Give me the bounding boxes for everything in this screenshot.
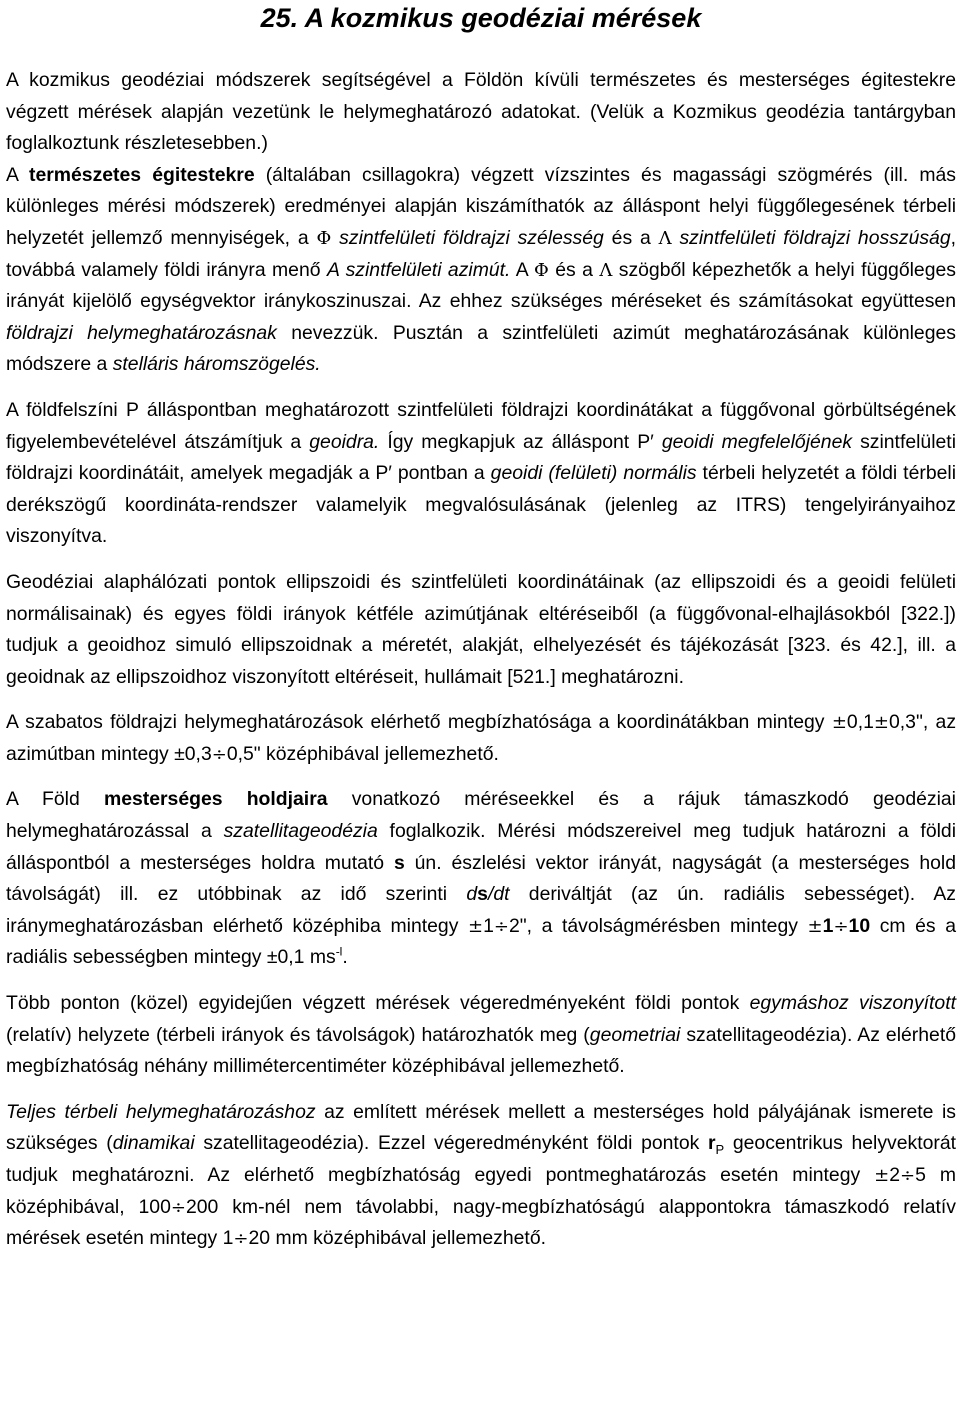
text-segment: Így megkapjuk az álláspont P′	[379, 430, 662, 453]
text-segment: geometriai	[589, 1023, 681, 1046]
text-segment: dt	[493, 883, 510, 906]
text-segment: 5 m középhibával, 100	[6, 1164, 956, 1218]
text-segment: térbeli helyzetét a földi térbeli derékszögű koordináta-rendszer valamelyik megvalósulásának (jelenleg az ITRS) tengelyirányaihoz viszonyítva.	[6, 462, 956, 548]
text-segment: dinamikai	[112, 1132, 195, 1155]
text-segment: Λ	[599, 259, 613, 281]
text-segment: Φ	[316, 227, 332, 249]
text-segment: 1	[483, 914, 494, 937]
text-segment: szintfelületi földrajzi hosszúság	[679, 226, 951, 249]
text-segment: /	[487, 883, 494, 906]
text-segment: ÷	[833, 915, 849, 937]
text-segment: 2	[889, 1164, 901, 1186]
text-segment: A	[510, 258, 535, 281]
text-segment: nevezzük. Pusztán a szintfelületi azimút meghatározásának különleges módszere a	[6, 321, 956, 376]
text-segment: ±	[874, 1165, 890, 1186]
text-segment: s	[477, 883, 488, 906]
paragraph-geoid	[6, 395, 956, 553]
text-segment: stelláris háromszögelés.	[112, 353, 321, 376]
text-segment: 0,5" középhibával jellemezhető.	[226, 742, 499, 765]
text-segment: és a	[548, 258, 600, 281]
text-segment: ±	[831, 712, 847, 734]
text-segment: Λ	[658, 227, 672, 249]
text-segment: A kozmikus geodéziai módszerek segítségével a Földön kívüli természetes és mesterséges égitestekre végzett mérések alapján vezetünk le helymeghatározó adatokat. (Velük a Kozmikus geodézia tantárgyban foglalkoztunk részletesebben.)	[6, 69, 956, 155]
text-segment: szatellitageodézia). Ezzel végeredményként földi pontok	[194, 1132, 708, 1155]
text-segment: -l	[335, 944, 343, 959]
text-segment: A szintfelületi azimút.	[326, 258, 511, 281]
text-segment: Több ponton (közel) egyidejűen végzett mérések végeredményeként földi pontok	[6, 992, 750, 1015]
text-segment: 0,3", az azimútban mintegy ±0,3	[6, 711, 957, 765]
text-segment: r	[707, 1132, 716, 1155]
text-segment: mesterséges holdjaira	[103, 788, 328, 811]
document-body	[6, 65, 956, 1255]
text-segment: Φ	[534, 259, 549, 281]
text-segment: szintfelületi földrajzi szélesség	[339, 226, 604, 249]
text-segment: ún. észlelési vektor irányát, nagyságát (a mesterséges hold távolságát) ill. ez utóbbinak az idő szerinti	[6, 851, 957, 906]
text-segment: ÷	[900, 1165, 916, 1186]
text-segment: foglalkozik. Mérési módszereivel meg tudjuk határozni a földi álláspontból a mesterséges holdra mutató	[6, 820, 957, 874]
paragraph-satellites	[6, 784, 956, 974]
text-segment: d	[466, 883, 478, 906]
text-segment: ±	[468, 915, 484, 937]
text-segment: geoidi (felületi) normális	[490, 462, 697, 485]
text-segment: , továbbá valamely földi irányra menő	[6, 226, 957, 281]
paragraph-relative	[6, 988, 956, 1083]
text-segment: A szabatos földrajzi helymeghatározások elérhető megbízhatósága a koordinátákban mintegy	[6, 711, 832, 734]
text-segment: (relatív) helyzete (térbeli irányok és távolságok) határozhatók meg (	[6, 1023, 590, 1046]
text-segment: 0,1	[846, 711, 874, 734]
text-segment: és a	[603, 226, 659, 249]
text-segment: geoidra.	[309, 430, 380, 453]
page-title: 25. A kozmikus geodéziai mérések	[260, 3, 702, 33]
text-segment: P	[715, 1142, 725, 1158]
text-segment: ÷	[170, 1196, 186, 1218]
text-segment: geocentrikus helyvektorát tudjuk meghatározni. Az elérhető megbízhatóság egyedi pontmeghatározás esetén mintegy	[6, 1132, 956, 1186]
text-segment: ÷	[493, 915, 509, 937]
text-segment: szögből képezhetők a helyi függőleges irányát kijelölő egységvektor iránykoszinuszai. Az ehhez szükséges méréseket és számításokat együttesen	[6, 258, 956, 313]
text-segment: vonatkozó méréseekkel és a rájuk támaszkodó geodéziai helymeghatározással a	[6, 788, 956, 843]
text-segment: 10	[848, 914, 871, 937]
text-segment: szintfelületi földrajzi koordinátáit, amelyek megadják a P′ pontban a	[6, 430, 956, 485]
text-segment: 20 mm középhibával jellemezhető.	[248, 1227, 546, 1250]
text-segment: ±	[873, 712, 889, 734]
text-segment: .	[342, 946, 348, 969]
text-segment: geoidi megfelelőjének	[661, 430, 853, 453]
text-segment: A	[6, 163, 29, 186]
text-segment: ÷	[233, 1228, 249, 1250]
text-segment: Teljes térbeli helymeghatározáshoz	[6, 1100, 316, 1123]
text-segment: ±	[807, 915, 823, 937]
paragraph-accuracy	[6, 707, 956, 770]
text-segment: az említett mérések mellett a mesterséges hold pályájának ismerete is szükséges (	[6, 1100, 956, 1155]
text-segment: A földfelszíni P álláspontban meghatározott szintfelületi földrajzi koordinátákat a függővonal görbültségének figyelembevételével átszámítjuk a	[6, 398, 956, 453]
text-segment: 2", a távolságmérésben mintegy	[508, 914, 808, 937]
paragraph-network	[6, 567, 956, 693]
text-segment: A Föld	[6, 788, 104, 811]
text-segment: 200 km-nél nem távolabbi, nagy-megbízhatóságú alappontokra támaszkodó relatív mérések esetén mintegy 1	[6, 1195, 956, 1250]
paragraph-spatial	[6, 1097, 956, 1255]
text-segment: (általában csillagokra) végzett vízszintes és magassági szögmérés (ill. más különleges mérési módszerek) eredményei alapján kiszámíthatók az álláspont helyi függőlegesének térbeli helyzetét jellemző mennyiségek, a	[6, 163, 956, 249]
text-segment: Geodéziai alaphálózati pontok ellipszoidi és szintfelületi koordinátáinak (az ellipszoidi és a geoidi felületi normálisainak) és egyes földi irányok kétféle azimútjának eltéréseiből (a függővonal-elhajlásokból [322.]) tudjuk a geoidhoz simuló ellipszoidnak a méretét, alakját, elhelyezését és tájékozását [323. és 42.], ill. a geoidnak az ellipszoidhoz viszonyított eltéréseit, hullámait [521.] meghatározni.	[6, 570, 956, 688]
text-segment: s	[393, 851, 405, 874]
text-segment: 1	[822, 914, 834, 937]
text-segment: természetes égitestekre	[28, 163, 255, 186]
text-segment: cm és a radiális sebességben mintegy ±0,1 ms	[6, 914, 956, 969]
text-segment: ÷	[211, 743, 227, 765]
text-segment: szatellitageodézia	[223, 820, 378, 843]
text-segment: földrajzi helymeghatározásnak	[6, 321, 277, 344]
paragraph-intro	[6, 65, 956, 381]
text-segment: szatellitageodézia). Az elérhető megbízhatóság néhány millimétercentiméter középhibával jellemezhető.	[6, 1023, 956, 1078]
text-segment: egymáshoz viszonyított	[749, 992, 956, 1015]
text-segment: deriváltját (az ún. radiális sebességet). Az iránymeghatározásban elérhető középhiba mintegy	[6, 883, 956, 937]
text-segment	[331, 227, 339, 249]
